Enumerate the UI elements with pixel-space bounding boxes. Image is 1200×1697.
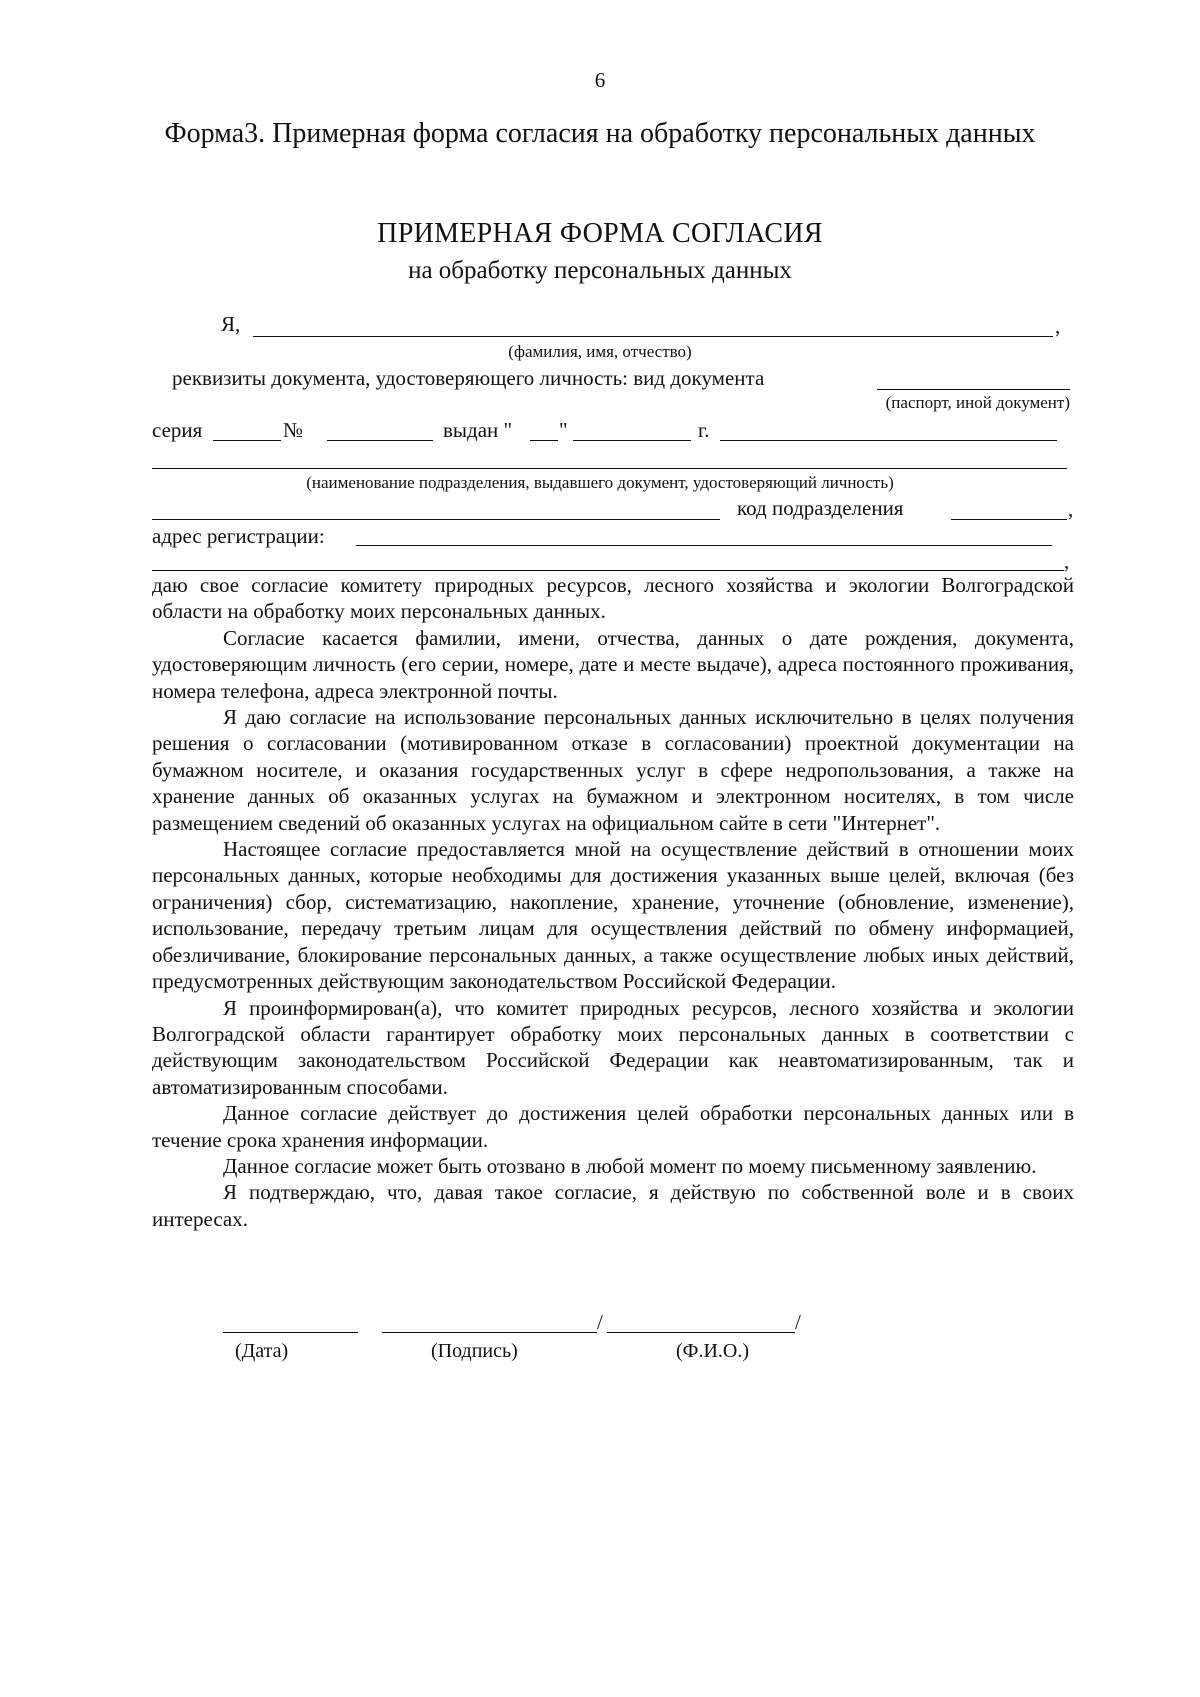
consent-body [152, 572, 1074, 1232]
issued-day-field[interactable] [530, 440, 558, 441]
label-ya: Я, [221, 312, 241, 336]
date-field[interactable] [223, 1332, 358, 1333]
paragraph-revocation: Данное согласие может быть отозвано в любой момент по моему письменному заявлению. [223, 1153, 1037, 1178]
fio-comma: , [1055, 314, 1061, 338]
reg-address-label: адрес регистрации: [152, 524, 325, 548]
doc-type-field[interactable] [877, 389, 1070, 390]
signature-slash-1: / [597, 1310, 603, 1334]
issued-by-field-1[interactable] [720, 440, 1057, 441]
issued-label: выдан " [443, 418, 513, 442]
paragraph-validity: Данное согласие действует до достижения целей обработки персональных данных или в течение срока хранения информации. [152, 1101, 1074, 1152]
paragraph-informed: Я проинформирован(а), что комитет природных ресурсов, лесного хозяйства и экологии Волгоградской области гарантирует обработку моих персональных данных в соответствии с действующим законодательством Российской Федерации как неавтоматизированным, так и автоматизированным способами. [152, 995, 1074, 1099]
fio-signature-caption: (Ф.И.О.) [676, 1340, 750, 1362]
paragraph-actions: Настоящее согласие предоставляется мной на осуществление действий в отношении моих персональных данных, которые необходимы для достижения указанных выше целей, включая (без ограничения) сбор, систематизацию, накопление, хранение, уточнение (обновление, изменение), использование, передачу третьим лицам для осуществления действий по обмену информацией, обезличивание, блокирование персональных данных, а также осуществление любых иных действий, предусмотренных действующим законодательством Российской Федерации. [152, 837, 1074, 994]
doc-type-caption: (паспорт, иной документ) [885, 393, 1070, 412]
issued-month-field[interactable] [573, 440, 691, 441]
reg-address-field-1[interactable] [356, 545, 1052, 546]
doc-details-label: реквизиты документа, удостоверяющего личность: вид документа [172, 366, 765, 390]
document-title: ПРИМЕРНАЯ ФОРМА СОГЛАСИЯ [377, 218, 823, 249]
fio-field[interactable] [253, 336, 1053, 337]
series-label: серия [152, 418, 203, 442]
paragraph-scope: Согласие касается фамилии, имени, отчества, данных о дате рождения, документа, удостоверяющим личность (его серии, номере, дате и месте выдаче), адреса постоянного проживания, номера телефона, адреса электронной почты. [152, 625, 1074, 703]
page-number: 6 [594, 68, 606, 92]
dept-code-label: код подразделения [737, 496, 904, 520]
document-subtitle: на обработку персональных данных [408, 257, 792, 284]
form-header: Форма3. Примерная форма согласия на обработку персональных данных [164, 118, 1036, 149]
paragraph-consent: даю свое согласие комитету природных ресурсов, лесного хозяйства и экологии Волгоградской области на обработку моих персональных данных. [152, 573, 1074, 624]
dept-code-field[interactable] [951, 519, 1067, 520]
number-field[interactable] [327, 440, 433, 441]
paragraph-confirmation: Я подтверждаю, что, давая такое согласие, я действую по собственной воле и в своих интересах. [152, 1180, 1074, 1231]
reg-address-field-2[interactable] [152, 570, 1064, 571]
paragraph-purpose: Я даю согласие на использование персональных данных исключительно в целях получения решения о согласовании (мотивированном отказе в согласовании) проектной документации на бумажном носителе, и оказания государственных услуг в сфере недропользования, а также на хранение данных об оказанных услугах на бумажном и электронном носителях, в том числе размещением сведений об оказанных услугах на официальном сайте в сети "Интернет". [152, 705, 1074, 835]
dept-code-comma: , [1068, 497, 1074, 521]
number-sign: № [283, 418, 304, 442]
signature-slash-2: / [795, 1310, 801, 1334]
year-label: г. [698, 418, 710, 442]
series-field[interactable] [213, 440, 281, 441]
issued-by-field-3[interactable] [152, 519, 720, 520]
dept-caption: (наименование подразделения, выдавшего документ, удостоверяющий личность) [306, 473, 894, 492]
issued-by-field-2[interactable] [152, 468, 1067, 469]
signature-field[interactable] [382, 1332, 597, 1333]
fio-signature-field[interactable] [607, 1332, 795, 1333]
reg-address-comma: , [1064, 549, 1070, 573]
date-caption: (Дата) [235, 1340, 289, 1362]
fio-caption: (фамилия, имя, отчество) [508, 342, 692, 361]
issued-quote: " [559, 418, 568, 442]
signature-caption: (Подпись) [431, 1340, 518, 1362]
